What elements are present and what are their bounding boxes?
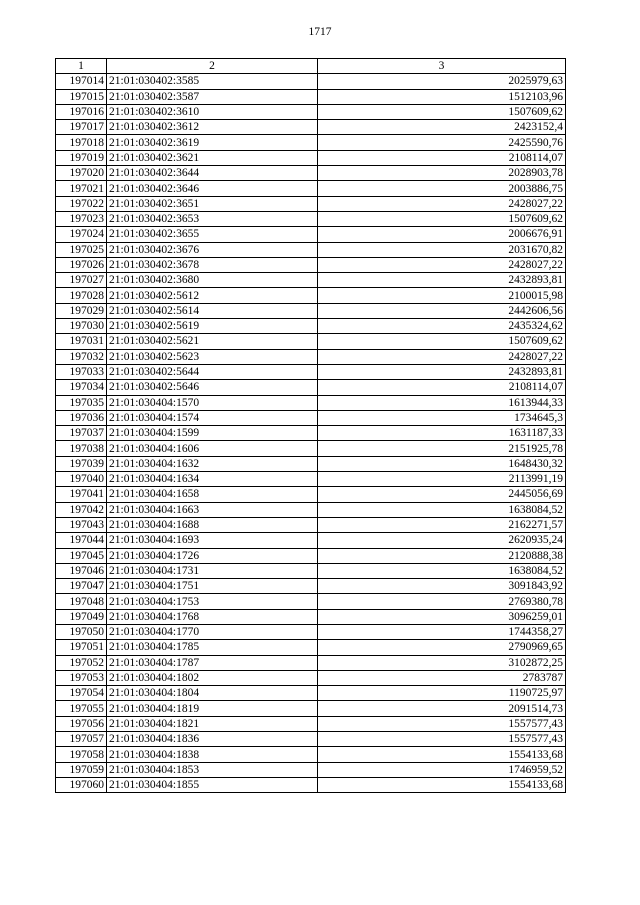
table-row: [56, 655, 566, 670]
cadastral-number-cell: 21:01:030402:3619: [107, 135, 318, 150]
table-row: [56, 181, 566, 196]
cadastral-number-cell: 21:01:030404:1768: [107, 609, 318, 624]
table-row: [56, 380, 566, 395]
row-number-cell: 197052: [56, 655, 107, 670]
table-row: [56, 426, 566, 441]
table-row: [56, 303, 566, 318]
row-number-cell: 197037: [56, 426, 107, 441]
cadastral-number-cell: 21:01:030404:1688: [107, 517, 318, 532]
table-row: [56, 472, 566, 487]
row-number-cell: 197022: [56, 196, 107, 211]
cadastral-number-cell: 21:01:030402:5623: [107, 349, 318, 364]
value-cell: 1557577,43: [318, 732, 566, 747]
row-number-cell: 197041: [56, 487, 107, 502]
cadastral-number-cell: 21:01:030404:1802: [107, 670, 318, 685]
value-cell: 2162271,57: [318, 517, 566, 532]
table-row: [56, 74, 566, 89]
cadastral-number-cell: 21:01:030404:1855: [107, 777, 318, 792]
cadastral-number-cell: 21:01:030402:3653: [107, 211, 318, 226]
value-cell: 2442606,56: [318, 303, 566, 318]
row-number-cell: 197034: [56, 380, 107, 395]
cadastral-number-cell: 21:01:030402:3678: [107, 257, 318, 272]
value-cell: 2113991,19: [318, 472, 566, 487]
cadastral-number-cell: 21:01:030402:3680: [107, 273, 318, 288]
table-row: [56, 533, 566, 548]
table-row: [56, 456, 566, 471]
table-row: [56, 640, 566, 655]
value-cell: 2108114,07: [318, 380, 566, 395]
value-cell: 1507609,62: [318, 104, 566, 119]
table-row: [56, 517, 566, 532]
table-row: [56, 686, 566, 701]
value-cell: 2423152,4: [318, 120, 566, 135]
table-row: [56, 563, 566, 578]
value-cell: 1734645,3: [318, 410, 566, 425]
row-number-cell: 197031: [56, 334, 107, 349]
row-number-cell: 197017: [56, 120, 107, 135]
row-number-cell: 197060: [56, 777, 107, 792]
cadastral-number-cell: 21:01:030402:3610: [107, 104, 318, 119]
row-number-cell: 197032: [56, 349, 107, 364]
table-row: [56, 89, 566, 104]
cadastral-number-cell: 21:01:030402:3585: [107, 74, 318, 89]
table-row: [56, 288, 566, 303]
cadastral-number-cell: 21:01:030402:3621: [107, 150, 318, 165]
row-number-cell: 197044: [56, 533, 107, 548]
value-cell: 3102872,25: [318, 655, 566, 670]
table-row: [56, 732, 566, 747]
row-number-cell: 197042: [56, 502, 107, 517]
value-cell: 2425590,76: [318, 135, 566, 150]
table-row: [56, 319, 566, 334]
value-cell: 1746959,52: [318, 762, 566, 777]
row-number-cell: 197033: [56, 364, 107, 379]
cadastral-number-cell: 21:01:030404:1751: [107, 579, 318, 594]
value-cell: 1554133,68: [318, 747, 566, 762]
table-row: [56, 701, 566, 716]
table-row: [56, 624, 566, 639]
table-body: [56, 74, 566, 793]
row-number-cell: 197057: [56, 732, 107, 747]
value-cell: 2428027,22: [318, 257, 566, 272]
cadastral-number-cell: 21:01:030402:5612: [107, 288, 318, 303]
cadastral-number-cell: 21:01:030404:1574: [107, 410, 318, 425]
cadastral-number-cell: 21:01:030404:1632: [107, 456, 318, 471]
row-number-cell: 197053: [56, 670, 107, 685]
value-cell: 2428027,22: [318, 196, 566, 211]
cadastral-number-cell: 21:01:030404:1804: [107, 686, 318, 701]
table-row: [56, 579, 566, 594]
value-cell: 2091514,73: [318, 701, 566, 716]
row-number-cell: 197056: [56, 716, 107, 731]
row-number-cell: 197049: [56, 609, 107, 624]
page-number: 1717: [308, 26, 332, 38]
table-row: [56, 364, 566, 379]
table-row: [56, 395, 566, 410]
value-cell: 1512103,96: [318, 89, 566, 104]
value-cell: 3096259,01: [318, 609, 566, 624]
table-row: [56, 257, 566, 272]
cadastral-number-cell: 21:01:030402:5614: [107, 303, 318, 318]
value-cell: 2120888,38: [318, 548, 566, 563]
value-cell: 1638084,52: [318, 502, 566, 517]
value-cell: 2108114,07: [318, 150, 566, 165]
table-row: [56, 487, 566, 502]
table-row: [56, 777, 566, 792]
value-cell: 1631187,33: [318, 426, 566, 441]
row-number-cell: 197014: [56, 74, 107, 89]
table-row: [56, 762, 566, 777]
row-number-cell: 197028: [56, 288, 107, 303]
value-cell: 1638084,52: [318, 563, 566, 578]
value-cell: 1557577,43: [318, 716, 566, 731]
table-row: [56, 150, 566, 165]
row-number-cell: 197030: [56, 319, 107, 334]
row-number-cell: 197025: [56, 242, 107, 257]
cadastral-number-cell: 21:01:030404:1785: [107, 640, 318, 655]
value-cell: 1507609,62: [318, 211, 566, 226]
cadastral-number-cell: 21:01:030404:1599: [107, 426, 318, 441]
row-number-cell: 197018: [56, 135, 107, 150]
row-number-cell: 197036: [56, 410, 107, 425]
table-row: [56, 273, 566, 288]
value-cell: 2769380,78: [318, 594, 566, 609]
value-cell: 2432893,81: [318, 273, 566, 288]
cadastral-number-cell: 21:01:030402:3676: [107, 242, 318, 257]
row-number-cell: 197046: [56, 563, 107, 578]
table-row: [56, 242, 566, 257]
value-cell: 2028903,78: [318, 166, 566, 181]
cadastral-number-cell: 21:01:030404:1606: [107, 441, 318, 456]
cadastral-number-cell: 21:01:030402:3644: [107, 166, 318, 181]
row-number-cell: 197015: [56, 89, 107, 104]
value-cell: 2428027,22: [318, 349, 566, 364]
row-number-cell: 197050: [56, 624, 107, 639]
cadastral-number-cell: 21:01:030402:5621: [107, 334, 318, 349]
column-header-3: 3: [318, 59, 566, 74]
row-number-cell: 197039: [56, 456, 107, 471]
value-cell: 2151925,78: [318, 441, 566, 456]
row-number-cell: 197047: [56, 579, 107, 594]
cadastral-number-cell: 21:01:030402:5619: [107, 319, 318, 334]
cadastral-number-cell: 21:01:030404:1570: [107, 395, 318, 410]
row-number-cell: 197019: [56, 150, 107, 165]
cadastral-number-cell: 21:01:030404:1838: [107, 747, 318, 762]
row-number-cell: 197026: [56, 257, 107, 272]
value-cell: 2435324,62: [318, 319, 566, 334]
row-number-cell: 197021: [56, 181, 107, 196]
column-header-2: 2: [107, 59, 318, 74]
value-cell: 1554133,68: [318, 777, 566, 792]
value-cell: 3091843,92: [318, 579, 566, 594]
value-cell: 2100015,98: [318, 288, 566, 303]
cadastral-number-cell: 21:01:030404:1821: [107, 716, 318, 731]
row-number-cell: 197059: [56, 762, 107, 777]
row-number-cell: 197038: [56, 441, 107, 456]
cadastral-number-cell: 21:01:030402:3655: [107, 227, 318, 242]
table-row: [56, 349, 566, 364]
table-row: [56, 166, 566, 181]
data-table: [55, 58, 566, 793]
table-row: [56, 104, 566, 119]
cadastral-number-cell: 21:01:030404:1693: [107, 533, 318, 548]
row-number-cell: 197055: [56, 701, 107, 716]
cadastral-number-cell: 21:01:030404:1726: [107, 548, 318, 563]
table-row: [56, 410, 566, 425]
row-number-cell: 197020: [56, 166, 107, 181]
value-cell: 2031670,82: [318, 242, 566, 257]
table-header-row: [56, 59, 566, 74]
value-cell: 2445056,69: [318, 487, 566, 502]
value-cell: 1648430,32: [318, 456, 566, 471]
cadastral-number-cell: 21:01:030404:1819: [107, 701, 318, 716]
table-row: [56, 670, 566, 685]
cadastral-number-cell: 21:01:030404:1663: [107, 502, 318, 517]
cadastral-number-cell: 21:01:030404:1634: [107, 472, 318, 487]
table-row: [56, 594, 566, 609]
cadastral-number-cell: 21:01:030402:3651: [107, 196, 318, 211]
cadastral-number-cell: 21:01:030404:1658: [107, 487, 318, 502]
value-cell: 1507609,62: [318, 334, 566, 349]
row-number-cell: 197045: [56, 548, 107, 563]
cadastral-number-cell: 21:01:030402:5646: [107, 380, 318, 395]
table-row: [56, 334, 566, 349]
cadastral-number-cell: 21:01:030404:1787: [107, 655, 318, 670]
table-row: [56, 441, 566, 456]
cadastral-number-cell: 21:01:030404:1770: [107, 624, 318, 639]
value-cell: 1744358,27: [318, 624, 566, 639]
row-number-cell: 197016: [56, 104, 107, 119]
table-row: [56, 211, 566, 226]
row-number-cell: 197054: [56, 686, 107, 701]
table-row: [56, 548, 566, 563]
value-cell: 2783787: [318, 670, 566, 685]
row-number-cell: 197040: [56, 472, 107, 487]
value-cell: 2790969,65: [318, 640, 566, 655]
cadastral-number-cell: 21:01:030402:3587: [107, 89, 318, 104]
cadastral-number-cell: 21:01:030402:3646: [107, 181, 318, 196]
row-number-cell: 197043: [56, 517, 107, 532]
row-number-cell: 197029: [56, 303, 107, 318]
table-row: [56, 747, 566, 762]
table-row: [56, 120, 566, 135]
cadastral-number-cell: 21:01:030404:1853: [107, 762, 318, 777]
cadastral-number-cell: 21:01:030402:3612: [107, 120, 318, 135]
value-cell: 2620935,24: [318, 533, 566, 548]
row-number-cell: 197048: [56, 594, 107, 609]
table-row: [56, 135, 566, 150]
value-cell: 1613944,33: [318, 395, 566, 410]
table-row: [56, 196, 566, 211]
row-number-cell: 197035: [56, 395, 107, 410]
row-number-cell: 197024: [56, 227, 107, 242]
table-row: [56, 609, 566, 624]
table-row: [56, 716, 566, 731]
value-cell: 2006676,91: [318, 227, 566, 242]
value-cell: 2025979,63: [318, 74, 566, 89]
row-number-cell: 197027: [56, 273, 107, 288]
value-cell: 1190725,97: [318, 686, 566, 701]
value-cell: 2432893,81: [318, 364, 566, 379]
column-header-1: 1: [56, 59, 107, 74]
table-row: [56, 502, 566, 517]
cadastral-number-cell: 21:01:030404:1836: [107, 732, 318, 747]
row-number-cell: 197023: [56, 211, 107, 226]
value-cell: 2003886,75: [318, 181, 566, 196]
cadastral-number-cell: 21:01:030404:1731: [107, 563, 318, 578]
cadastral-number-cell: 21:01:030404:1753: [107, 594, 318, 609]
row-number-cell: 197051: [56, 640, 107, 655]
cadastral-number-cell: 21:01:030402:5644: [107, 364, 318, 379]
table-row: [56, 227, 566, 242]
row-number-cell: 197058: [56, 747, 107, 762]
